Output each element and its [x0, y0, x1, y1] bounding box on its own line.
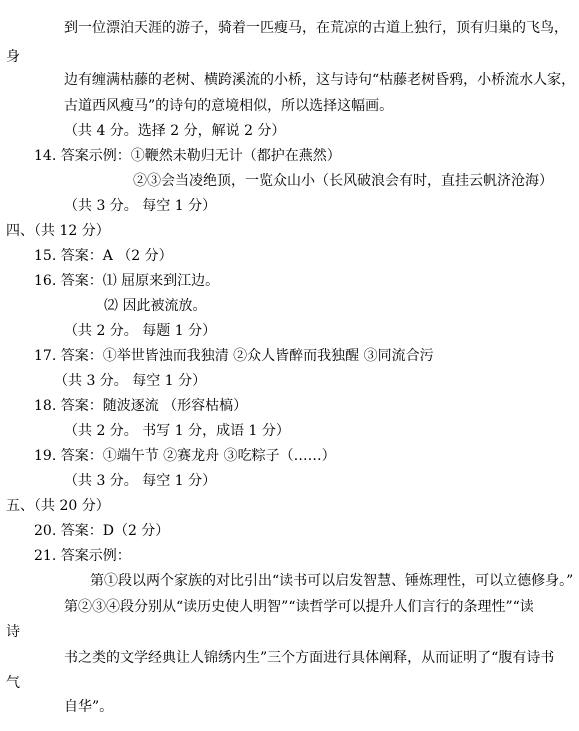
text-line: 18. 答案：随波逐流 （形容枯槁） — [34, 398, 248, 414]
text-line: （共 3 分。 每空 1 分） — [64, 473, 217, 489]
text-line: 诗 — [6, 624, 20, 640]
text-line: 17. 答案：①举世皆浊而我独清 ②众人皆醉而我独醒 ③同流合污 — [34, 348, 434, 364]
text-line: 边有缠满枯藤的老树、横跨溪流的小桥，这与诗句“枯藤老树昏鸦，小桥流水人家， — [64, 72, 576, 88]
text-line: 20. 答案：D（2 分） — [34, 523, 170, 539]
text-line: （共 3 分。 每空 1 分） — [54, 373, 207, 389]
text-line: 19. 答案：①端午节 ②赛龙舟 ③吃粽子（……） — [34, 448, 336, 464]
text-line: （共 3 分。 每空 1 分） — [64, 198, 217, 214]
section-heading: 五、（共 20 分） — [6, 498, 110, 514]
text-line: ②③会当凌绝顶，一览众山小（长风破浪会有时，直挂云帆济沧海） — [133, 173, 553, 189]
text-line: 第①段以两个家族的对比引出“读书可以启发智慧、锤炼理性，可以立德修身。” — [90, 573, 574, 589]
text-line: 到一位漂泊天涯的游子，骑着一匹瘦马，在荒凉的古道上独行，顶有归巢的飞鸟， — [64, 20, 568, 36]
text-line: （共 2 分。 书写 1 分，成语 1 分） — [64, 423, 290, 439]
text-line: 气 — [6, 675, 20, 691]
text-line: ⑵ 因此被流放。 — [104, 298, 207, 314]
text-line: （共 2 分。 每题 1 分） — [64, 323, 217, 339]
text-line: （共 4 分。选择 2 分，解说 2 分） — [64, 123, 286, 139]
text-line: 第②③④段分别从“读历史使人明智”“读哲学可以提升人们言行的条理性”“读 — [64, 599, 534, 615]
section-heading: 四、（共 12 分） — [6, 223, 110, 239]
text-line: 21. 答案示例： — [34, 548, 131, 564]
text-line: 古道西风瘦马”的诗句的意境相似，所以选择这幅画。 — [64, 98, 394, 114]
text-line: 书之类的文学经典让人锦绣内生”三个方面进行具体阐释，从而证明了“腹有诗书 — [64, 650, 555, 666]
text-line: 15. 答案：A （2 分） — [34, 248, 173, 264]
text-line: 身 — [6, 49, 20, 65]
text-line: 14. 答案示例：①鞭然未勒归无计（都护在燕然） — [34, 148, 341, 164]
text-line: 16. 答案：⑴ 屈原来到江边。 — [34, 273, 220, 289]
text-line: 自华”。 — [64, 699, 114, 715]
